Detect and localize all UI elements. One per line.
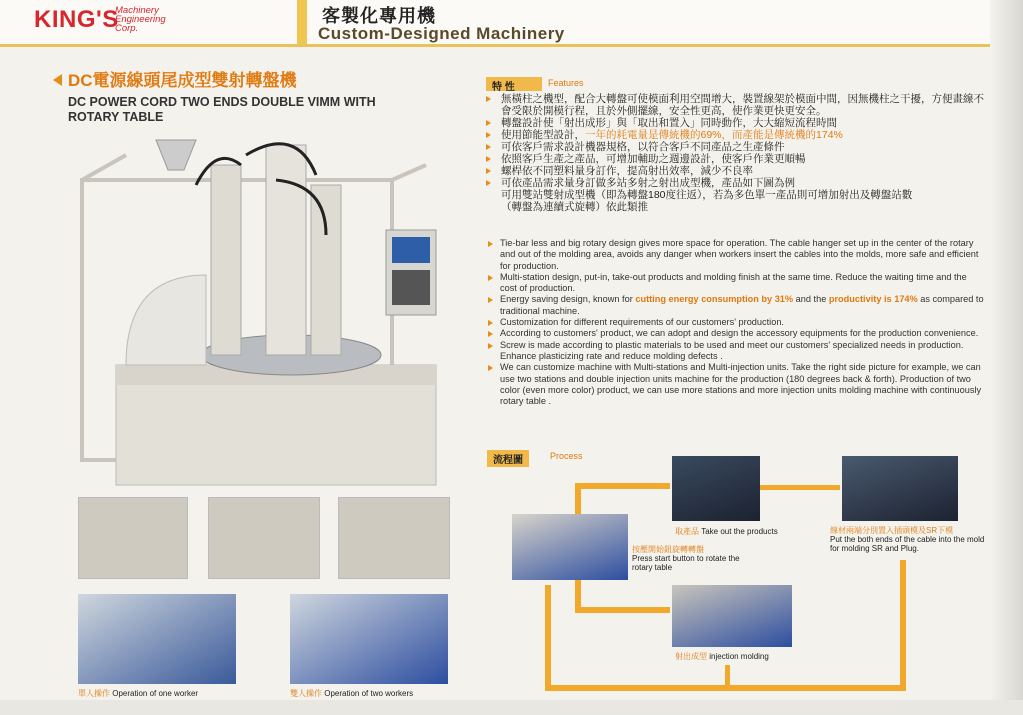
caption-two-workers: 雙人操作 Operation of two workers — [290, 689, 414, 698]
process-tag: 流程圖 — [487, 450, 529, 467]
list-item: According to customers' product, we can adopt and design the accessory equipments for the production convenience. — [500, 328, 986, 339]
highlight-text: productivity is 174% — [828, 294, 918, 305]
caption-one-worker: 單人操作 Operation of one worker — [78, 689, 199, 698]
caption-start: 按壓開始鈕旋轉轉盤 Press start button to rotate the rotary table — [632, 545, 740, 572]
flow-arrow — [575, 483, 670, 489]
list-item: 無橫柱之機型，配合大轉盤可使模面利用空間增大，裝置線架於模面中間，因無機柱之干擾，方便畫線不會受限於開模行程，且於外側擺線，安全性更高，使作業更快更安全。 — [498, 93, 993, 117]
list-item: Multi-station design, put-in, take-out products and molding finish at the same time. Reduce the waiting time and the cost of production. — [500, 272, 986, 295]
page-title-zh: 客製化專用機 — [322, 6, 436, 26]
list-item: We can customize machine with Multi-stations and Multi-injection units. Take the right side picture for example, we can use two stations and double injection units machine for the production (180 degrees back & forth). Production of two color (even more color) product, we can use more stations and more injection units molding machine with continuously rotary table . — [500, 362, 986, 407]
flow-arrow — [760, 485, 840, 490]
highlight-text: 一年的耗電量是傳統機的69%，而產能是傳統機的174% — [585, 129, 843, 141]
header-divider — [0, 44, 1023, 47]
list-item: 可依客戶需求設計機器規格，以符合客戶不同產品之生產條件 — [498, 141, 993, 153]
brand-logo-subtitle — [115, 6, 166, 33]
process-photo-insert — [842, 456, 958, 521]
flow-arrow — [545, 585, 551, 691]
page-edge-shadow — [990, 0, 1023, 715]
process-photo-start — [512, 514, 628, 580]
product-title-zh: DC電源線頭尾成型雙射轉盤機 — [68, 71, 297, 90]
product-photo-molded-parts — [338, 497, 450, 579]
bullet-arrow-icon — [53, 74, 62, 86]
features-list-zh — [498, 93, 993, 213]
process-photo-take-out — [672, 456, 760, 521]
brand-logo: KING'S — [34, 6, 119, 33]
header-accent-bar — [297, 0, 307, 46]
list-item: 螺桿依不同塑料量身訂作，提高射出效率，減少不良率 — [498, 165, 993, 177]
caption-take-out: 取產品 Take out the products — [675, 527, 778, 536]
list-item: Energy saving design, known for cutting energy consumption by 31% and the productivity is 174% as compared to traditional machine. — [500, 294, 986, 317]
list-item: 可依產品需求量身訂做多站多射之射出成型機，產品如下圖為例 — [498, 177, 993, 189]
product-title-en: DC POWER CORD TWO ENDS DOUBLE VIMM WITH ROTARY TABLE — [68, 95, 376, 124]
list-item: 使用節能型設計，一年的耗電量是傳統機的69%，而產能是傳統機的174% — [498, 129, 993, 141]
logo-sub-line: Corp. — [115, 23, 139, 34]
product-photo-av-cable — [208, 497, 320, 579]
product-photo-dc-cord — [78, 497, 188, 579]
list-item: Tie-bar less and big rotary design gives more space for operation. The cable hanger set up in the center of the rotary and out of the molding area, avoids any danger when workers insert the cables into the molds, more safe and efficient for production. — [500, 238, 986, 272]
features-list-en — [500, 238, 986, 407]
list-item-continued: 可用雙站雙射成型機（即為轉盤180度往返），若為多色單一產品則可增加射出及轉盤站數 — [501, 189, 913, 201]
flow-arrow — [900, 560, 906, 690]
flow-arrow — [725, 665, 730, 687]
logo-sub-line: Engineering — [115, 14, 166, 25]
process-tag-en: Process — [550, 451, 583, 461]
list-item-continued: （轉盤為連續式旋轉）依此類推 — [501, 201, 648, 213]
photo-one-worker — [78, 594, 236, 684]
photo-two-workers — [290, 594, 448, 684]
caption-inject: 射出成型 injection molding — [675, 652, 769, 661]
machine-illustration — [66, 125, 446, 505]
list-item: Customization for different requirements of our customers' production. — [500, 317, 986, 328]
caption-insert: 線材兩端分別置入插頭模及SR下模 Put the both ends of the cable into the mold for molding SR and Plug. — [830, 526, 985, 553]
list-item: 依照客戶生產之產品，可增加輔助之週邊設計，使客戶作業更順暢 — [498, 153, 993, 165]
logo-sub-line: Machinery — [115, 5, 159, 16]
list-item: 轉盤設計使「射出成形」與「取出和置入」同時動作，大大縮短流程時間 — [498, 117, 993, 129]
features-tag-en: Features — [548, 78, 584, 88]
features-tag: 特 性 — [486, 77, 542, 91]
highlight-text: cutting energy consumption by 31% — [635, 294, 794, 305]
flow-arrow — [575, 607, 670, 613]
page-title-en: Custom-Designed Machinery — [318, 24, 565, 43]
footer-band — [0, 700, 1023, 715]
list-item: Screw is made according to plastic materials to be used and meet our customers' specialized needs in production. Enhance plasticizing rate and reduce molding defects . — [500, 340, 986, 363]
process-photo-inject — [672, 585, 792, 647]
